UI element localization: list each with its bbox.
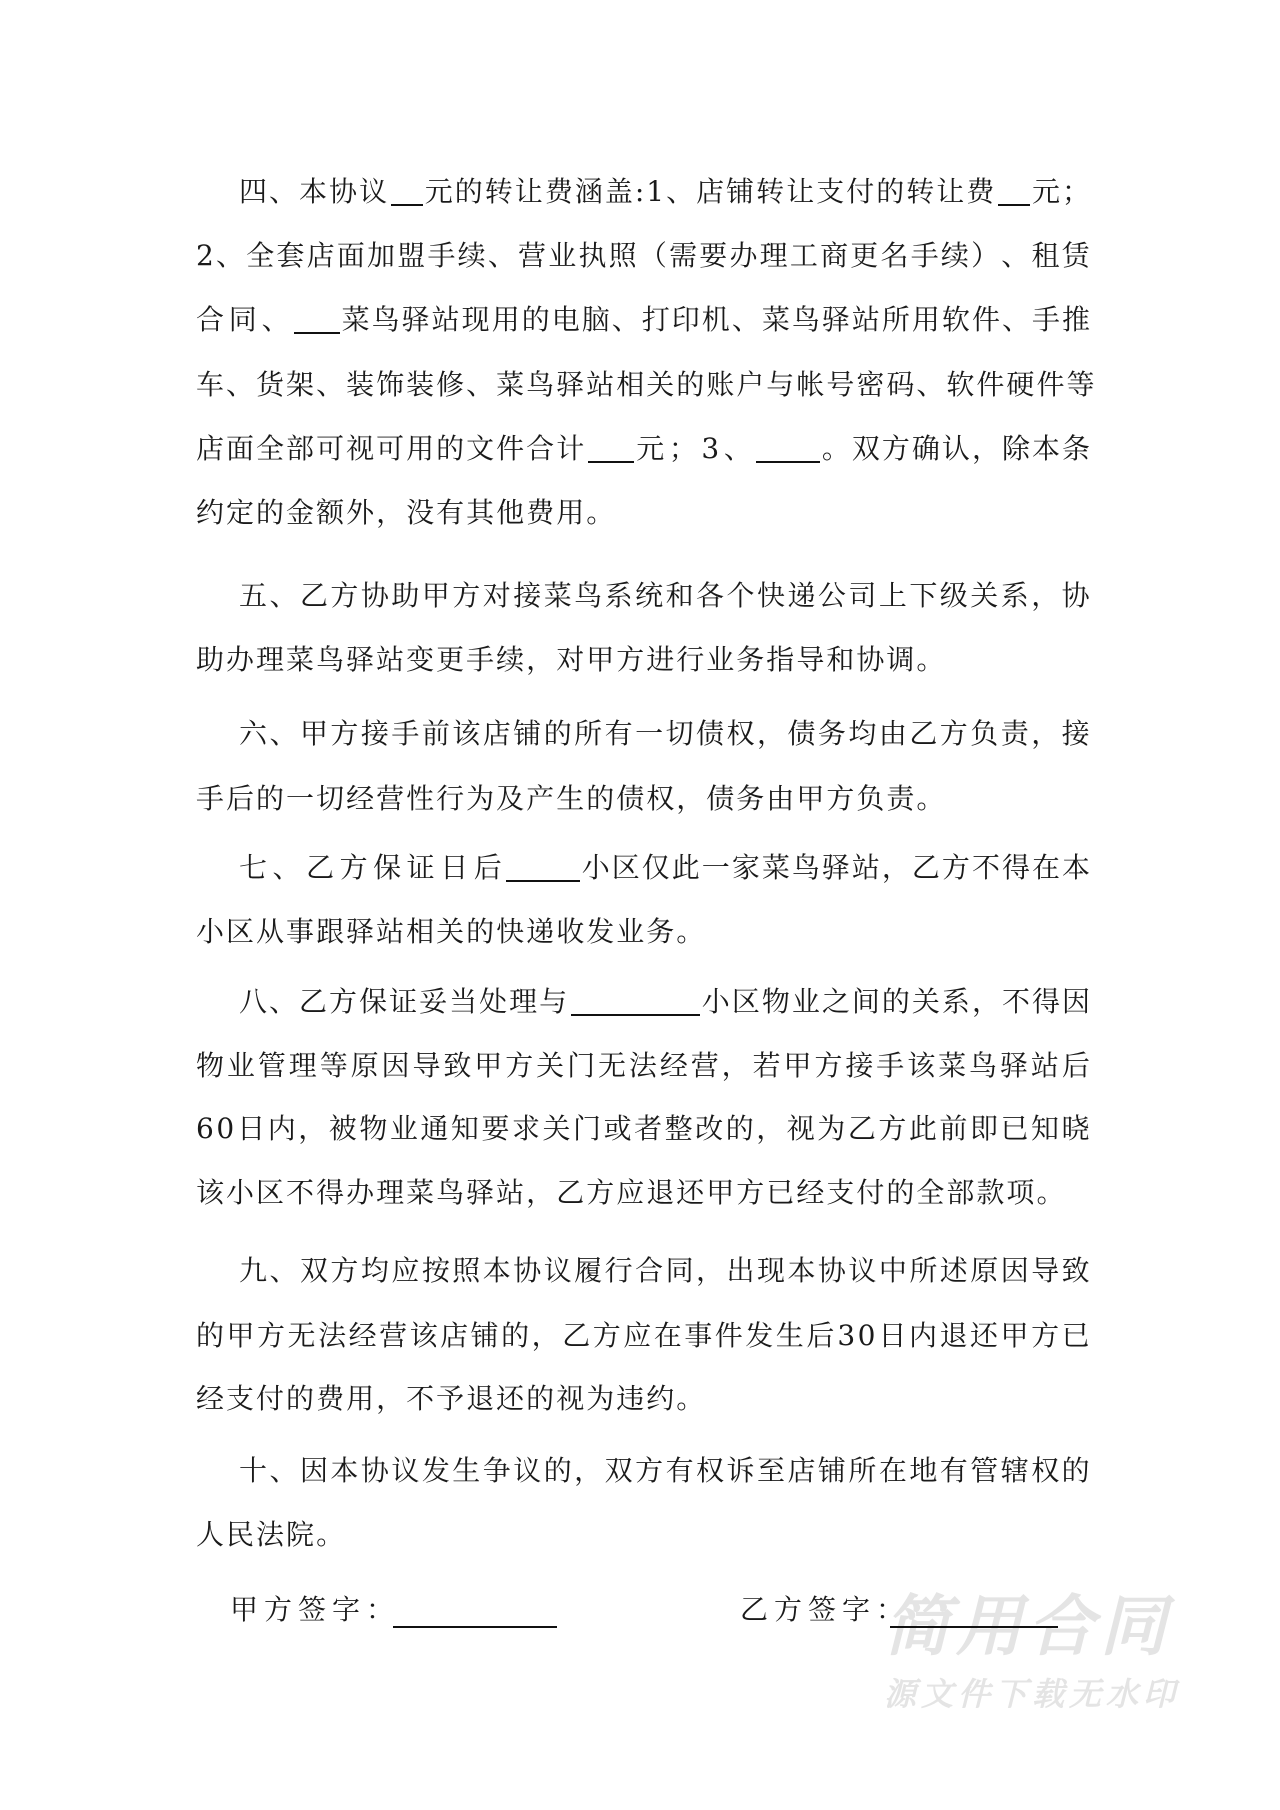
text-line [196, 1316, 1092, 1356]
text-segment: 6 0 日 内 ， 被 物 业 通 知 要 求 关 门 或 者 整 改 的 ， 视 为 乙 方 此 前 即 已 知 晓 [196, 1112, 1092, 1145]
text-segment: 车 、 货 架 、 装 饰 装 修 、 菜 鸟 驿 站 相 关 的 账 户 与 帐 号 密 码 、 软 件 硬 件 等 [196, 368, 1097, 401]
fill-in-blank[interactable] [998, 178, 1030, 206]
watermark-title: 简用合同 [884, 1588, 1172, 1665]
fill-in-blank[interactable] [294, 306, 340, 334]
text-segment: 手 后 的 一 切 经 营 性 行 为 及 产 生 的 债 权 ， 债 务 由 甲 方 负 责 。 [196, 782, 947, 815]
text-line [196, 429, 1092, 469]
text-segment: 约 定 的 金 额 外 ， 没 有 其 他 费 用 。 [196, 496, 617, 529]
text-segment: 小 区 物 业 之 间 的 关 系 ， 不 得 因 [701, 985, 1092, 1018]
text-line [196, 912, 1092, 952]
text-segment: 。 双 方 确 认 ， 除 本 条 [821, 432, 1092, 465]
text-segment: 六 、 甲 方 接 手 前 该 店 铺 的 所 有 一 切 债 权 ， 债 务 均 由 乙 方 负 责 ， 接 [239, 717, 1092, 750]
text-segment: 合 同 、 [196, 303, 292, 336]
text-line [196, 1109, 1092, 1149]
fill-in-blank[interactable] [391, 178, 423, 206]
text-segment: 经 支 付 的 费 用 ， 不 予 退 还 的 视 为 违 约 。 [196, 1382, 707, 1415]
text-line [196, 1379, 1092, 1419]
party-a-signature-field[interactable] [393, 1626, 557, 1628]
fill-in-blank[interactable] [756, 435, 820, 463]
fill-in-blank[interactable] [588, 435, 634, 463]
text-segment: 五 、 乙 方 协 助 甲 方 对 接 菜 鸟 系 统 和 各 个 快 递 公 司 上 下 级 关 系 ， 协 [239, 579, 1092, 612]
text-line [239, 172, 1092, 212]
party-a-signature-label: 甲方签字： [230, 1593, 401, 1626]
party-b-signature-field[interactable] [890, 1626, 1058, 1628]
watermark-subtitle: 源文件下载无水印 [884, 1675, 1181, 1713]
fill-in-blank[interactable] [571, 988, 700, 1016]
text-segment: 七 、 乙 方 保 证 日 后 [239, 851, 504, 884]
text-line [239, 1451, 1092, 1491]
text-segment: 九 、 双 方 均 应 按 照 本 协 议 履 行 合 同 ， 出 现 本 协 议 中 所 述 原 因 导 致 [239, 1254, 1092, 1287]
text-line [196, 1046, 1092, 1086]
text-segment: 人 民 法 院 。 [196, 1518, 347, 1551]
text-line [239, 714, 1092, 754]
text-line [196, 493, 1092, 533]
text-segment: 小 区 仅 此 一 家 菜 鸟 驿 站 ， 乙 方 不 得 在 本 [581, 851, 1092, 884]
signature-row [0, 1590, 1280, 1630]
text-line [239, 1251, 1092, 1291]
text-segment: 元 ； 3 、 [636, 432, 754, 465]
text-segment: 小 区 从 事 跟 驿 站 相 关 的 快 递 收 发 业 务 。 [196, 915, 707, 948]
fill-in-blank[interactable] [506, 854, 580, 882]
text-line [196, 779, 1092, 819]
text-line [196, 1173, 1092, 1213]
text-line [196, 300, 1092, 340]
text-segment: 十 、 因 本 协 议 发 生 争 议 的 ， 双 方 有 权 诉 至 店 铺 所 在 地 有 管 辖 权 的 [239, 1454, 1092, 1487]
text-segment: 2 、 全 套 店 面 加 盟 手 续 、 营 业 执 照 （ 需 要 办 理 工 商 更 名 手 续 ） 、 租 赁 [196, 239, 1092, 272]
text-segment: 元 的 转 让 费 涵 盖 : 1 、 店 铺 转 让 支 付 的 转 让 费 [424, 175, 997, 208]
text-segment: 助 办 理 菜 鸟 驿 站 变 更 手 续 ， 对 甲 方 进 行 业 务 指 导 和 协 调 。 [196, 643, 947, 676]
text-line [239, 848, 1092, 888]
party-b-signature-label: 乙方签字： [740, 1593, 911, 1626]
text-segment: 菜 鸟 驿 站 现 用 的 电 脑 、 打 印 机 、 菜 鸟 驿 站 所 用 软 件 、 手 推 [341, 303, 1092, 336]
text-line [239, 982, 1092, 1022]
text-segment: 元 ； [1031, 175, 1092, 208]
text-line [196, 236, 1092, 276]
text-segment: 该 小 区 不 得 办 理 菜 鸟 驿 站 ， 乙 方 应 退 还 甲 方 已 经 支 付 的 全 部 款 项 。 [196, 1176, 1067, 1209]
text-line [196, 640, 1092, 680]
text-segment: 店 面 全 部 可 视 可 用 的 文 件 合 计 [196, 432, 587, 465]
text-line [196, 365, 1097, 405]
text-segment: 的 甲 方 无 法 经 营 该 店 铺 的 ， 乙 方 应 在 事 件 发 生 后 3 0 日 内 退 还 甲 方 已 [196, 1319, 1092, 1352]
text-segment: 四 、 本 协 议 [239, 175, 390, 208]
text-line [196, 1515, 1092, 1555]
text-segment: 物 业 管 理 等 原 因 导 致 甲 方 关 门 无 法 经 营 ， 若 甲 方 接 手 该 菜 鸟 驿 站 后 [196, 1049, 1092, 1082]
text-segment: 八 、 乙 方 保 证 妥 当 处 理 与 [239, 985, 570, 1018]
text-line [239, 576, 1092, 616]
